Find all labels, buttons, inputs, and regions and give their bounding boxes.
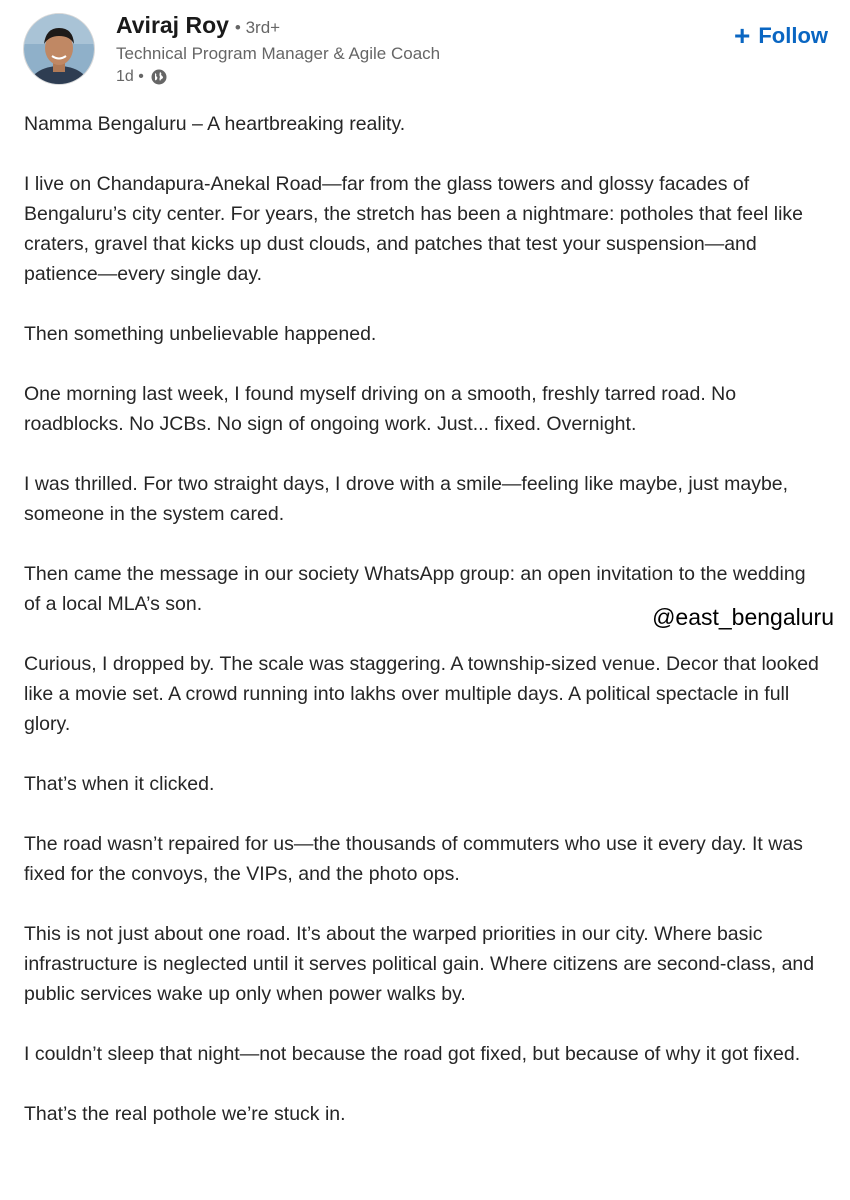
- post-paragraph: Then something unbelievable happened.: [24, 323, 377, 345]
- post-paragraph: Namma Bengaluru – A heartbreaking reality.: [24, 113, 406, 135]
- author-name[interactable]: Aviraj Roy: [116, 12, 229, 38]
- post-paragraph: I was thrilled. For two straight days, I drove with a smile—feeling like maybe, just maybe, someone in the system cared.: [24, 473, 789, 525]
- post-paragraph: One morning last week, I found myself driving on a smooth, freshly tarred road. No roadblocks. No JCBs. No sign of ongoing work. Just... fixed. Overnight.: [24, 383, 737, 435]
- post-paragraph: That’s the real pothole we’re stuck in.: [24, 1103, 346, 1125]
- post-paragraph: This is not just about one road. It’s about the warped priorities in our city. Where basic infrastructure is neglected until it serves political gain. Where citizens are second-class, and public services wake up only when power walks by.: [24, 923, 815, 1005]
- post-header: [0, 0, 850, 100]
- follow-label: Follow: [758, 23, 828, 48]
- post-paragraph: I live on Chandapura-Anekal Road—far from the glass towers and glossy facades of Bengaluru’s city center. For years, the stretch has been a nightmare: potholes that feel like craters, gravel that kicks up dust clouds, and patches that test your suspension—and patience—every single day.: [24, 173, 803, 285]
- follow-button[interactable]: [734, 22, 828, 50]
- post-paragraph: Then came the message in our society WhatsApp group: an open invitation to the wedding of a local MLA’s son.: [24, 563, 806, 615]
- author-headline: Technical Program Manager & Agile Coach: [116, 44, 441, 63]
- plus-icon: +: [733, 20, 751, 51]
- post-paragraph: Curious, I dropped by. The scale was staggering. A township-sized venue. Decor that looked like a movie set. A crowd running into lakhs over multiple days. A political spectacle in full glory.: [24, 653, 819, 735]
- globe-icon: [150, 68, 168, 86]
- watermark: @east_bengaluru: [652, 604, 834, 630]
- post-meta: [116, 68, 168, 86]
- post-paragraph: The road wasn’t repaired for us—the thousands of commuters who use it every day. It was fixed for the convoys, the VIPs, and the photo ops.: [24, 833, 803, 885]
- post-paragraph: I couldn’t sleep that night—not because the road got fixed, but because of why it got fixed.: [24, 1043, 801, 1065]
- connection-degree: • 3rd+: [234, 18, 281, 37]
- avatar[interactable]: [24, 14, 94, 84]
- avatar-image: [24, 14, 94, 84]
- post-time: 1d •: [116, 68, 144, 85]
- post-paragraph: That’s when it clicked.: [24, 773, 215, 795]
- author-name-line: [116, 12, 280, 39]
